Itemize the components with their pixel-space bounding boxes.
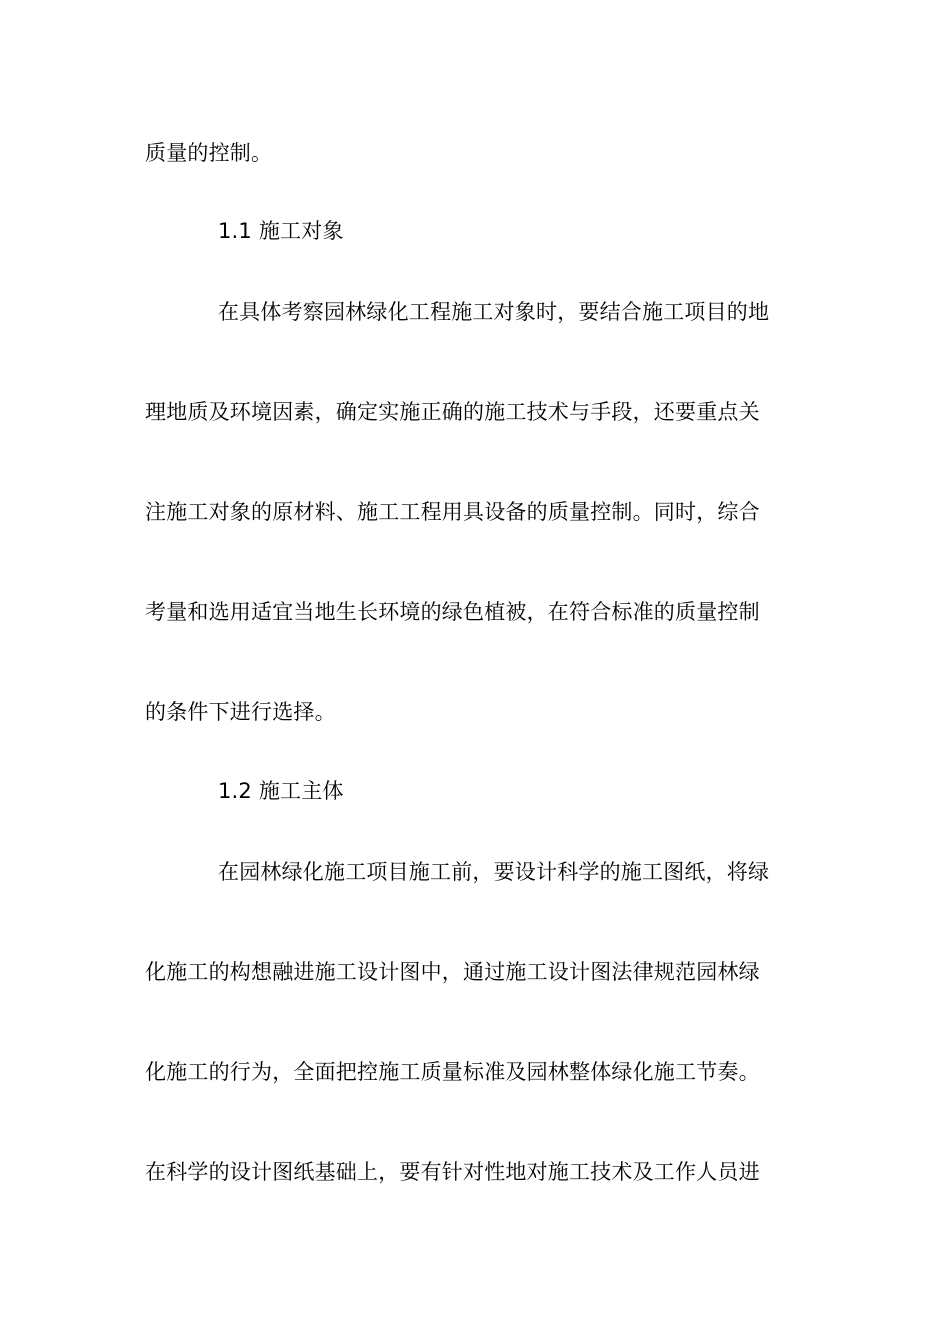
paragraph-line: 化施工的构想融进施工设计图中，通过施工设计图法律规范园林绿 (145, 960, 760, 984)
section-heading: 1.2 施工主体 (218, 779, 344, 803)
paragraph-line: 在科学的设计图纸基础上，要有针对性地对施工技术及工作人员进 (145, 1160, 760, 1184)
paragraph-line: 化施工的行为，全面把控施工质量标准及园林整体绿化施工节奏。 (145, 1060, 760, 1084)
paragraph-line: 在园林绿化施工项目施工前，要设计科学的施工图纸，将绿 (218, 860, 770, 884)
paragraph-line: 考量和选用适宜当地生长环境的绿色植被，在符合标准的质量控制 (145, 600, 760, 624)
paragraph-line: 注施工对象的原材料、施工工程用具设备的质量控制。同时，综合 (145, 500, 760, 524)
paragraph-line: 理地质及环境因素，确定实施正确的施工技术与手段，还要重点关 (145, 400, 760, 424)
paragraph-line: 在具体考察园林绿化工程施工对象时，要结合施工项目的地 (218, 300, 770, 324)
paragraph-line: 的条件下进行选择。 (145, 700, 336, 724)
section-heading: 1.1 施工对象 (218, 219, 344, 243)
paragraph-line: 质量的控制。 (145, 141, 273, 165)
